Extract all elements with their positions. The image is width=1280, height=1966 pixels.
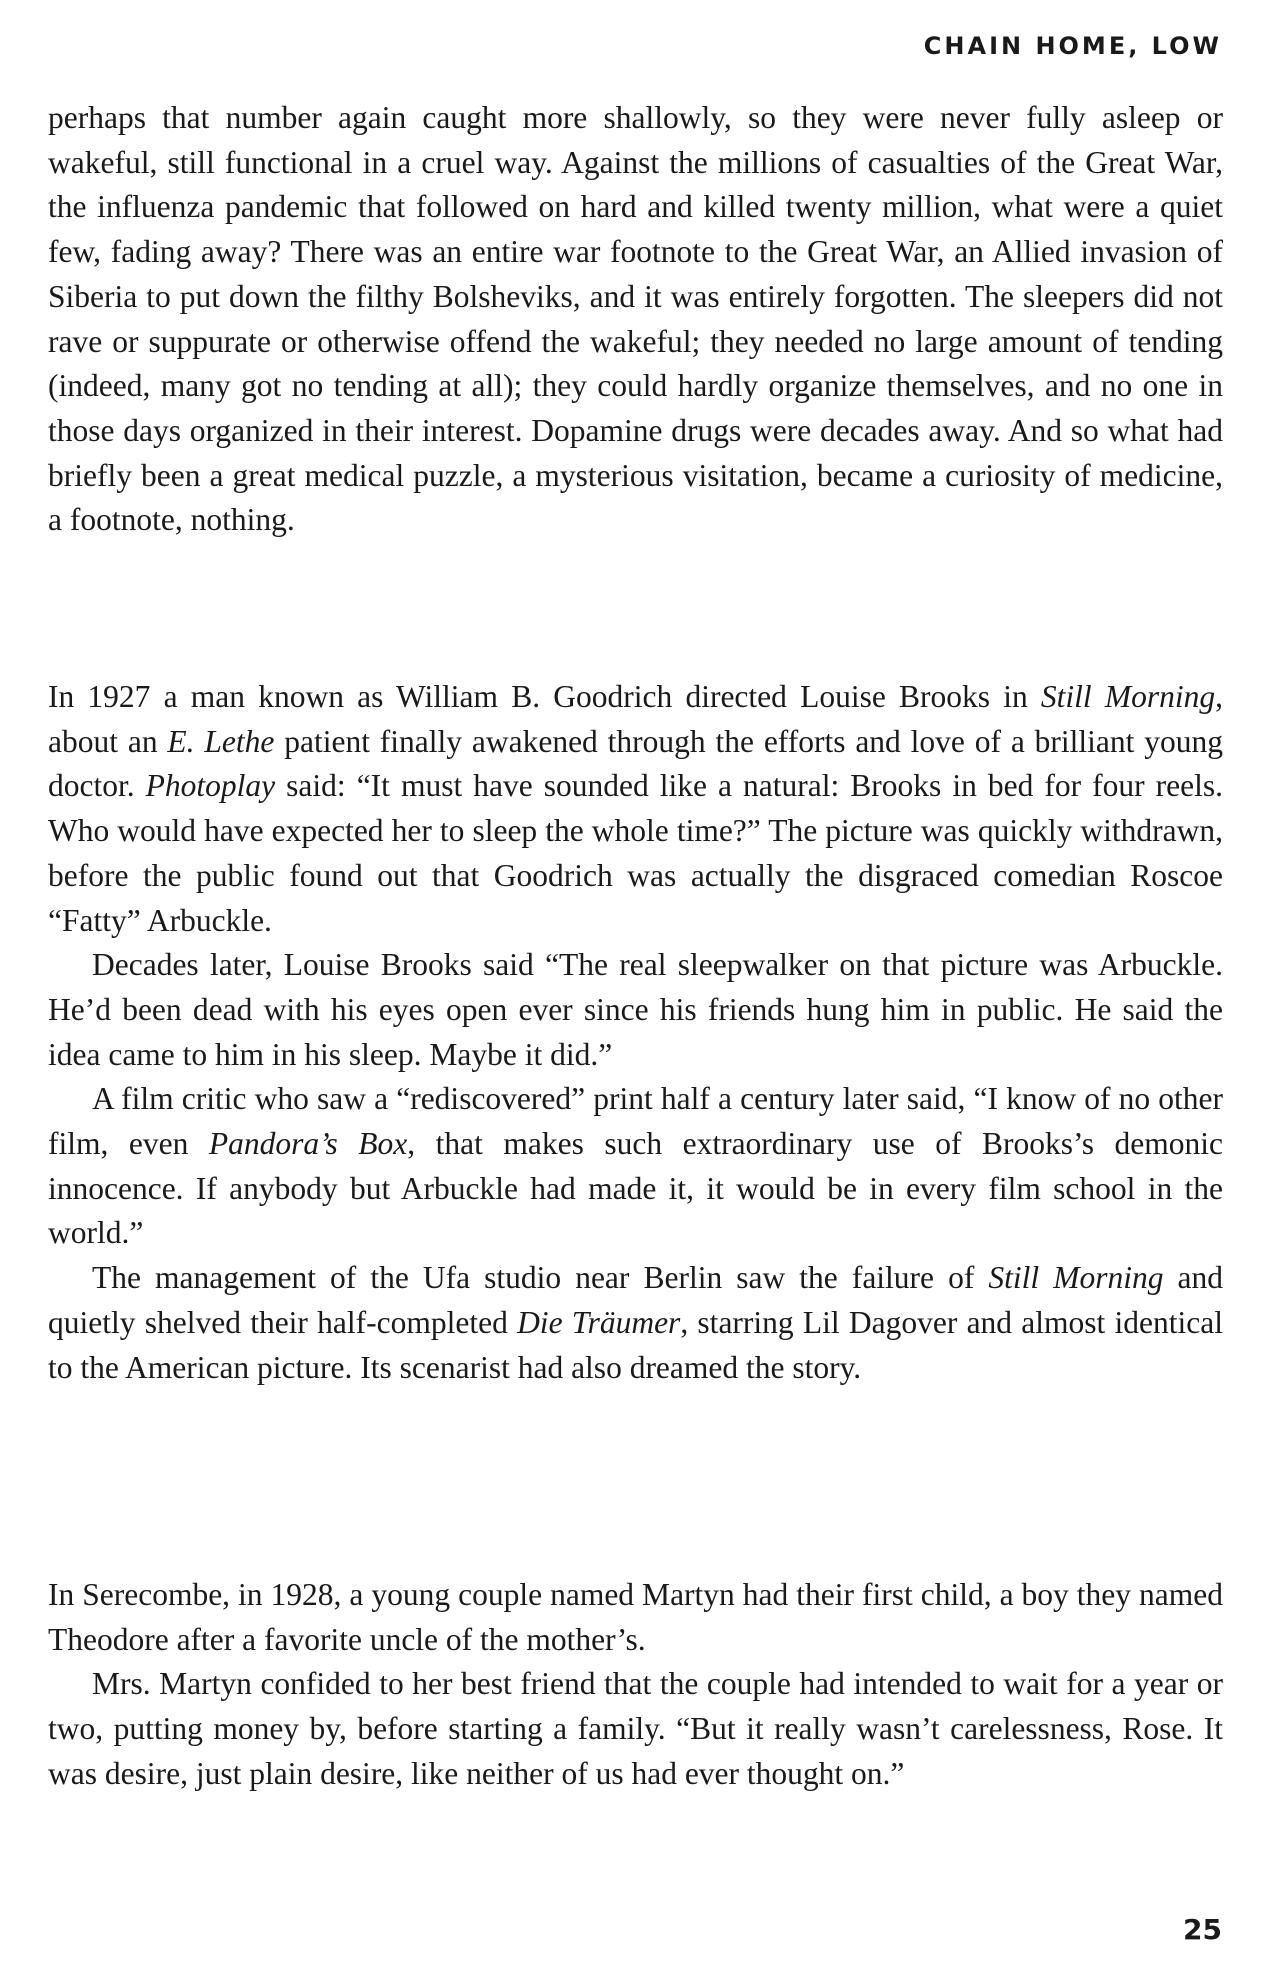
- text-run: and quietly shelved their half-completed: [48, 1260, 1224, 1340]
- text-section-1: [48, 96, 1223, 543]
- text-run: , about an: [48, 679, 1223, 759]
- disease-name: E. Lethe: [167, 723, 275, 759]
- magazine-title: Photoplay: [145, 768, 276, 804]
- text-run: , starring Lil Dagover and almost identical to the American picture. Its scenarist had also dreamed the story.: [48, 1304, 1223, 1385]
- paragraph: [48, 1077, 1223, 1256]
- page-number: 25: [1183, 1913, 1222, 1946]
- text-run: A film critic who saw a “rediscovered” print half a century later said, “I know of no other film, even: [48, 1081, 1223, 1162]
- film-title: Still Morning: [988, 1260, 1164, 1296]
- film-title: Die Träumer: [517, 1304, 681, 1340]
- paragraph: Decades later, Louise Brooks said “The real sleepwalker on that picture was Arbuckle. He’d been dead with his eyes open ever since his friends hung him in public. He said the idea came to him in his sleep. Maybe it did.”: [48, 947, 1223, 1072]
- running-head: CHAIN HOME, LOW: [923, 32, 1222, 60]
- text-run: , that makes such extraordinary use of Brooks’s demonic innocence. If anybody but Arbuckle had made it, it would be in every film school in the world.”: [48, 1126, 1223, 1251]
- text-run: In 1927 a man known as William B. Goodrich directed Louise Brooks in: [48, 679, 1041, 714]
- text-run: The management of the Ufa studio near Berlin saw the failure of: [92, 1260, 989, 1296]
- text-run: said: “It must have sounded like a natural: Brooks in bed for four reels. Who would have expected her to sleep the whole time?” The picture was quickly withdrawn, before the public found out that Goodrich was actually the disgraced comedian Roscoe “Fatty” Arbuckle.: [48, 768, 1223, 938]
- film-title: Pandora’s Box: [208, 1126, 408, 1162]
- text-section-2: [48, 675, 1223, 1390]
- text-run: patient finally awakened through the efforts and love of a brilliant young doctor.: [48, 723, 1223, 804]
- paragraph: In Serecombe, in 1928, a young couple named Martyn had their first child, a boy they named Theodore after a favorite uncle of the mother’s.: [48, 1577, 1223, 1657]
- text-section-3: [48, 1573, 1223, 1797]
- film-title: Still Morning: [1040, 679, 1216, 714]
- paragraph: [48, 675, 1223, 943]
- paragraph: Mrs. Martyn confided to her best friend that the couple had intended to wait for a year or two, putting money by, before starting a family. “But it really wasn’t carelessness, Rose. It was desire, just plain desire, like neither of us had ever thought on.”: [48, 1666, 1223, 1791]
- paragraph: perhaps that number again caught more shallowly, so they were never fully asleep or wakeful, still functional in a cruel way. Against the millions of casualties of the Great War, the influenza pandemic that followed on hard and killed twenty million, what were a quiet few, fading away? There was an entire war footnote to the Great War, an Allied invasion of Siberia to put down the filthy Bolsheviks, and it was entirely forgotten. The sleepers did not rave or suppurate or otherwise offend the wakeful; they needed no large amount of tending (indeed, many got no tending at all); they could hardly organize themselves, and no one in those days organized in their interest. Dopamine drugs were decades away. And so what had briefly been a great medical puzzle, a mysterious visitation, became a curiosity of medicine, a footnote, nothing.: [48, 100, 1223, 538]
- paragraph: [48, 1256, 1223, 1390]
